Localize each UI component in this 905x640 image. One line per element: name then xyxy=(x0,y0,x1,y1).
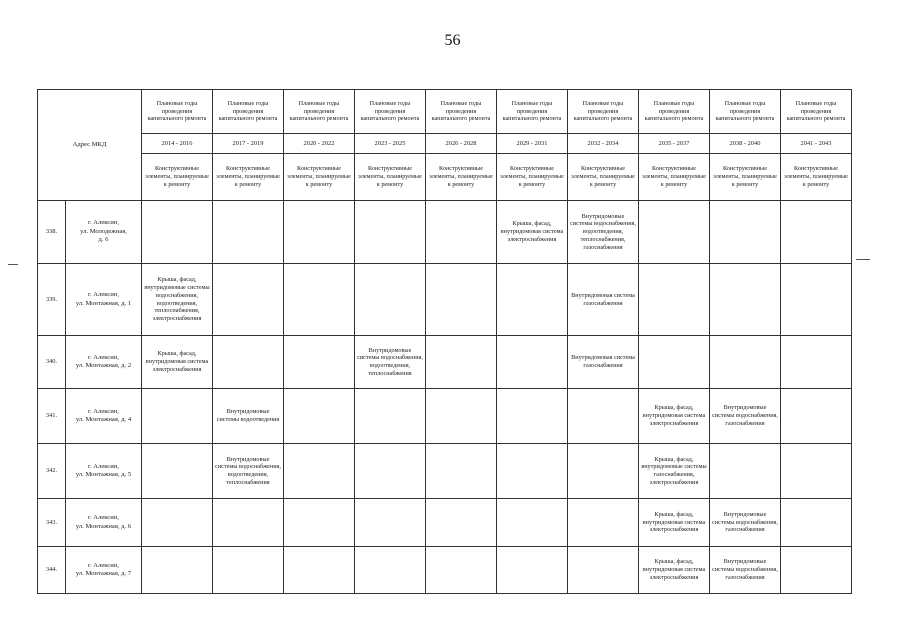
year-header: Плановые годы проведения капитального ремонта xyxy=(142,90,213,134)
page-number: 56 xyxy=(444,32,461,49)
plan-cell: Крыша, фасад, внутридомовые системы водоснабжения, водоотведения, теплоснабжения, электроснабжения xyxy=(142,264,213,336)
elements-header: Конструктивные элементы, планируемые к ремонту xyxy=(781,154,852,201)
plan-cell xyxy=(355,444,426,499)
period-header: 2035 - 2037 xyxy=(639,134,710,154)
plan-cell: Крыша, фасад, внутридомовая система электроснабжения xyxy=(639,499,710,547)
period-header: 2038 - 2040 xyxy=(710,134,781,154)
plan-cell xyxy=(284,201,355,264)
plan-cell xyxy=(213,547,284,594)
address-city: г. Алексин, xyxy=(88,291,119,299)
address-street: ул. Монтажная, д. 6 xyxy=(75,522,132,530)
row-address xyxy=(66,336,142,389)
row-address xyxy=(66,499,142,547)
plan-cell: Внутридомовая система газоснабжения xyxy=(568,336,639,389)
row-address xyxy=(66,201,142,264)
plan-cell xyxy=(568,547,639,594)
address-city: г. Алексин, xyxy=(88,219,119,227)
elements-header: Конструктивные элементы, планируемые к ремонту xyxy=(213,154,284,201)
year-header: Плановые годы проведения капитального ремонта xyxy=(781,90,852,134)
plan-cell: Внутридомовые системы водоснабжения, газоснабжения xyxy=(710,499,781,547)
plan-cell: Внутридомовые системы водоснабжения, водоотведения, теплоснабжения, газоснабжения xyxy=(568,201,639,264)
plan-cell xyxy=(710,336,781,389)
plan-cell xyxy=(355,264,426,336)
plan-cell xyxy=(213,336,284,389)
table-row xyxy=(38,444,852,499)
plan-cell xyxy=(568,444,639,499)
plan-cell xyxy=(781,547,852,594)
row-number: 340. xyxy=(38,336,66,389)
plan-cell xyxy=(142,499,213,547)
plan-cell xyxy=(213,499,284,547)
plan-cell xyxy=(284,264,355,336)
plan-cell xyxy=(426,389,497,444)
capital-repair-plan-table xyxy=(37,89,852,594)
plan-cell xyxy=(639,336,710,389)
plan-cell xyxy=(639,264,710,336)
plan-cell xyxy=(781,336,852,389)
plan-cell xyxy=(284,499,355,547)
table-row xyxy=(38,499,852,547)
elements-header: Конструктивные элементы, планируемые к ремонту xyxy=(284,154,355,201)
plan-cell xyxy=(142,547,213,594)
table-row xyxy=(38,201,852,264)
address-street: ул. Монтажная, д. 5 xyxy=(75,471,132,478)
elements-header: Конструктивные элементы, планируемые к ремонту xyxy=(710,154,781,201)
period-header: 2041 - 2043 xyxy=(781,134,852,154)
year-header: Плановые годы проведения капитального ремонта xyxy=(355,90,426,134)
plan-cell: Внутридомовая система газоснабжения xyxy=(568,264,639,336)
plan-cell xyxy=(213,201,284,264)
plan-cell xyxy=(497,444,568,499)
row-number: 338. xyxy=(38,201,66,264)
address-city: г. Алексин, xyxy=(88,462,119,470)
plan-cell xyxy=(568,499,639,547)
row-number: 344. xyxy=(38,547,66,594)
plan-cell xyxy=(781,499,852,547)
row-address xyxy=(66,547,142,594)
plan-cell xyxy=(497,499,568,547)
address-street: ул. Монтажная, д. 2 xyxy=(75,362,132,369)
plan-cell xyxy=(142,201,213,264)
year-header: Плановые годы проведения капитального ремонта xyxy=(284,90,355,134)
period-header: 2023 - 2025 xyxy=(355,134,426,154)
plan-cell xyxy=(497,389,568,444)
plan-cell xyxy=(497,336,568,389)
plan-cell xyxy=(142,389,213,444)
row-address xyxy=(66,444,142,499)
plan-cell xyxy=(355,389,426,444)
plan-cell: Внутридомовые системы водоснабжения, водоотведения, теплоснабжения xyxy=(355,336,426,389)
plan-cell: Крыша, фасад, внутридомовая система электроснабжения xyxy=(639,389,710,444)
plan-cell xyxy=(710,444,781,499)
address-street: ул. Монтажная, д. 4 xyxy=(75,416,132,423)
address-street: ул. Монтажная, д. 1 xyxy=(75,299,132,307)
table-row xyxy=(38,264,852,336)
plan-cell xyxy=(426,444,497,499)
period-header: 2017 - 2019 xyxy=(213,134,284,154)
plan-cell: Внутридомовые системы водоснабжения, газоснабжения xyxy=(710,547,781,594)
elements-header: Конструктивные элементы, планируемые к ремонту xyxy=(639,154,710,201)
plan-cell: Внутридомовые системы водоотведения xyxy=(213,389,284,444)
plan-cell xyxy=(355,499,426,547)
plan-cell xyxy=(284,547,355,594)
address-city: г. Алексин, xyxy=(88,407,119,415)
address-street: ул. Молодежная, xyxy=(80,227,127,235)
plan-cell xyxy=(710,264,781,336)
period-header: 2029 - 2031 xyxy=(497,134,568,154)
plan-cell xyxy=(284,444,355,499)
plan-cell xyxy=(781,389,852,444)
plan-cell xyxy=(497,547,568,594)
header-row-years xyxy=(38,90,852,134)
plan-cell: Крыша, фасад, внутридомовые системы газоснабжения, электроснабжения xyxy=(639,444,710,499)
period-header: 2020 - 2022 xyxy=(284,134,355,154)
row-number: 342. xyxy=(38,444,66,499)
plan-cell xyxy=(426,201,497,264)
year-header: Плановые годы проведения капитального ремонта xyxy=(213,90,284,134)
year-header: Плановые годы проведения капитального ремонта xyxy=(568,90,639,134)
table-row xyxy=(38,547,852,594)
plan-cell: Крыша, фасад, внутридомовая система электроснабжения xyxy=(639,547,710,594)
plan-cell xyxy=(710,201,781,264)
elements-header: Конструктивные элементы, планируемые к ремонту xyxy=(355,154,426,201)
plan-cell xyxy=(355,547,426,594)
period-header: 2032 - 2034 xyxy=(568,134,639,154)
plan-cell xyxy=(426,499,497,547)
address-city: г. Алексин, xyxy=(88,561,119,569)
elements-header: Конструктивные элементы, планируемые к ремонту xyxy=(426,154,497,201)
address-column-header: Адрес МКД xyxy=(38,90,142,201)
plan-cell xyxy=(426,336,497,389)
row-number: 343. xyxy=(38,499,66,547)
plan-cell xyxy=(568,389,639,444)
plan-cell xyxy=(355,201,426,264)
row-number: 339. xyxy=(38,264,66,336)
plan-cell xyxy=(781,201,852,264)
year-header: Плановые годы проведения капитального ремонта xyxy=(497,90,568,134)
address-house: д. 6 xyxy=(98,236,109,244)
row-address xyxy=(66,264,142,336)
margin-mark-right xyxy=(856,259,870,260)
plan-cell xyxy=(497,264,568,336)
plan-cell xyxy=(781,444,852,499)
plan-cell xyxy=(284,389,355,444)
elements-header: Конструктивные элементы, планируемые к ремонту xyxy=(497,154,568,201)
address-street: ул. Монтажная, д. 7 xyxy=(75,570,132,577)
table-row xyxy=(38,389,852,444)
year-header: Плановые годы проведения капитального ремонта xyxy=(639,90,710,134)
address-city: г. Алексин, xyxy=(88,514,119,522)
plan-cell: Крыша, фасад, внутридомовая система электроснабжения xyxy=(497,201,568,264)
plan-cell xyxy=(284,336,355,389)
plan-cell xyxy=(426,547,497,594)
plan-cell xyxy=(213,264,284,336)
elements-header: Конструктивные элементы, планируемые к ремонту xyxy=(142,154,213,201)
row-address xyxy=(66,389,142,444)
period-header: 2014 - 2016 xyxy=(142,134,213,154)
plan-cell xyxy=(781,264,852,336)
margin-mark-left xyxy=(8,264,18,265)
plan-cell xyxy=(426,264,497,336)
header-row-periods xyxy=(38,134,852,154)
elements-header: Конструктивные элементы, планируемые к ремонту xyxy=(568,154,639,201)
address-city: г. Алексин, xyxy=(88,353,119,361)
plan-cell xyxy=(142,444,213,499)
table-row xyxy=(38,336,852,389)
period-header: 2026 - 2028 xyxy=(426,134,497,154)
header-row-elements xyxy=(38,154,852,201)
year-header: Плановые годы проведения капитального ремонта xyxy=(426,90,497,134)
year-header: Плановые годы проведения капитального ремонта xyxy=(710,90,781,134)
plan-cell: Внутридомовые системы водоснабжения, водоотведения, теплоснабжения xyxy=(213,444,284,499)
plan-cell: Крыша, фасад, внутридомовая система электроснабжения xyxy=(142,336,213,389)
plan-cell: Внутридомовые системы водоснабжения, газоснабжения xyxy=(710,389,781,444)
row-number: 341. xyxy=(38,389,66,444)
plan-cell xyxy=(639,201,710,264)
